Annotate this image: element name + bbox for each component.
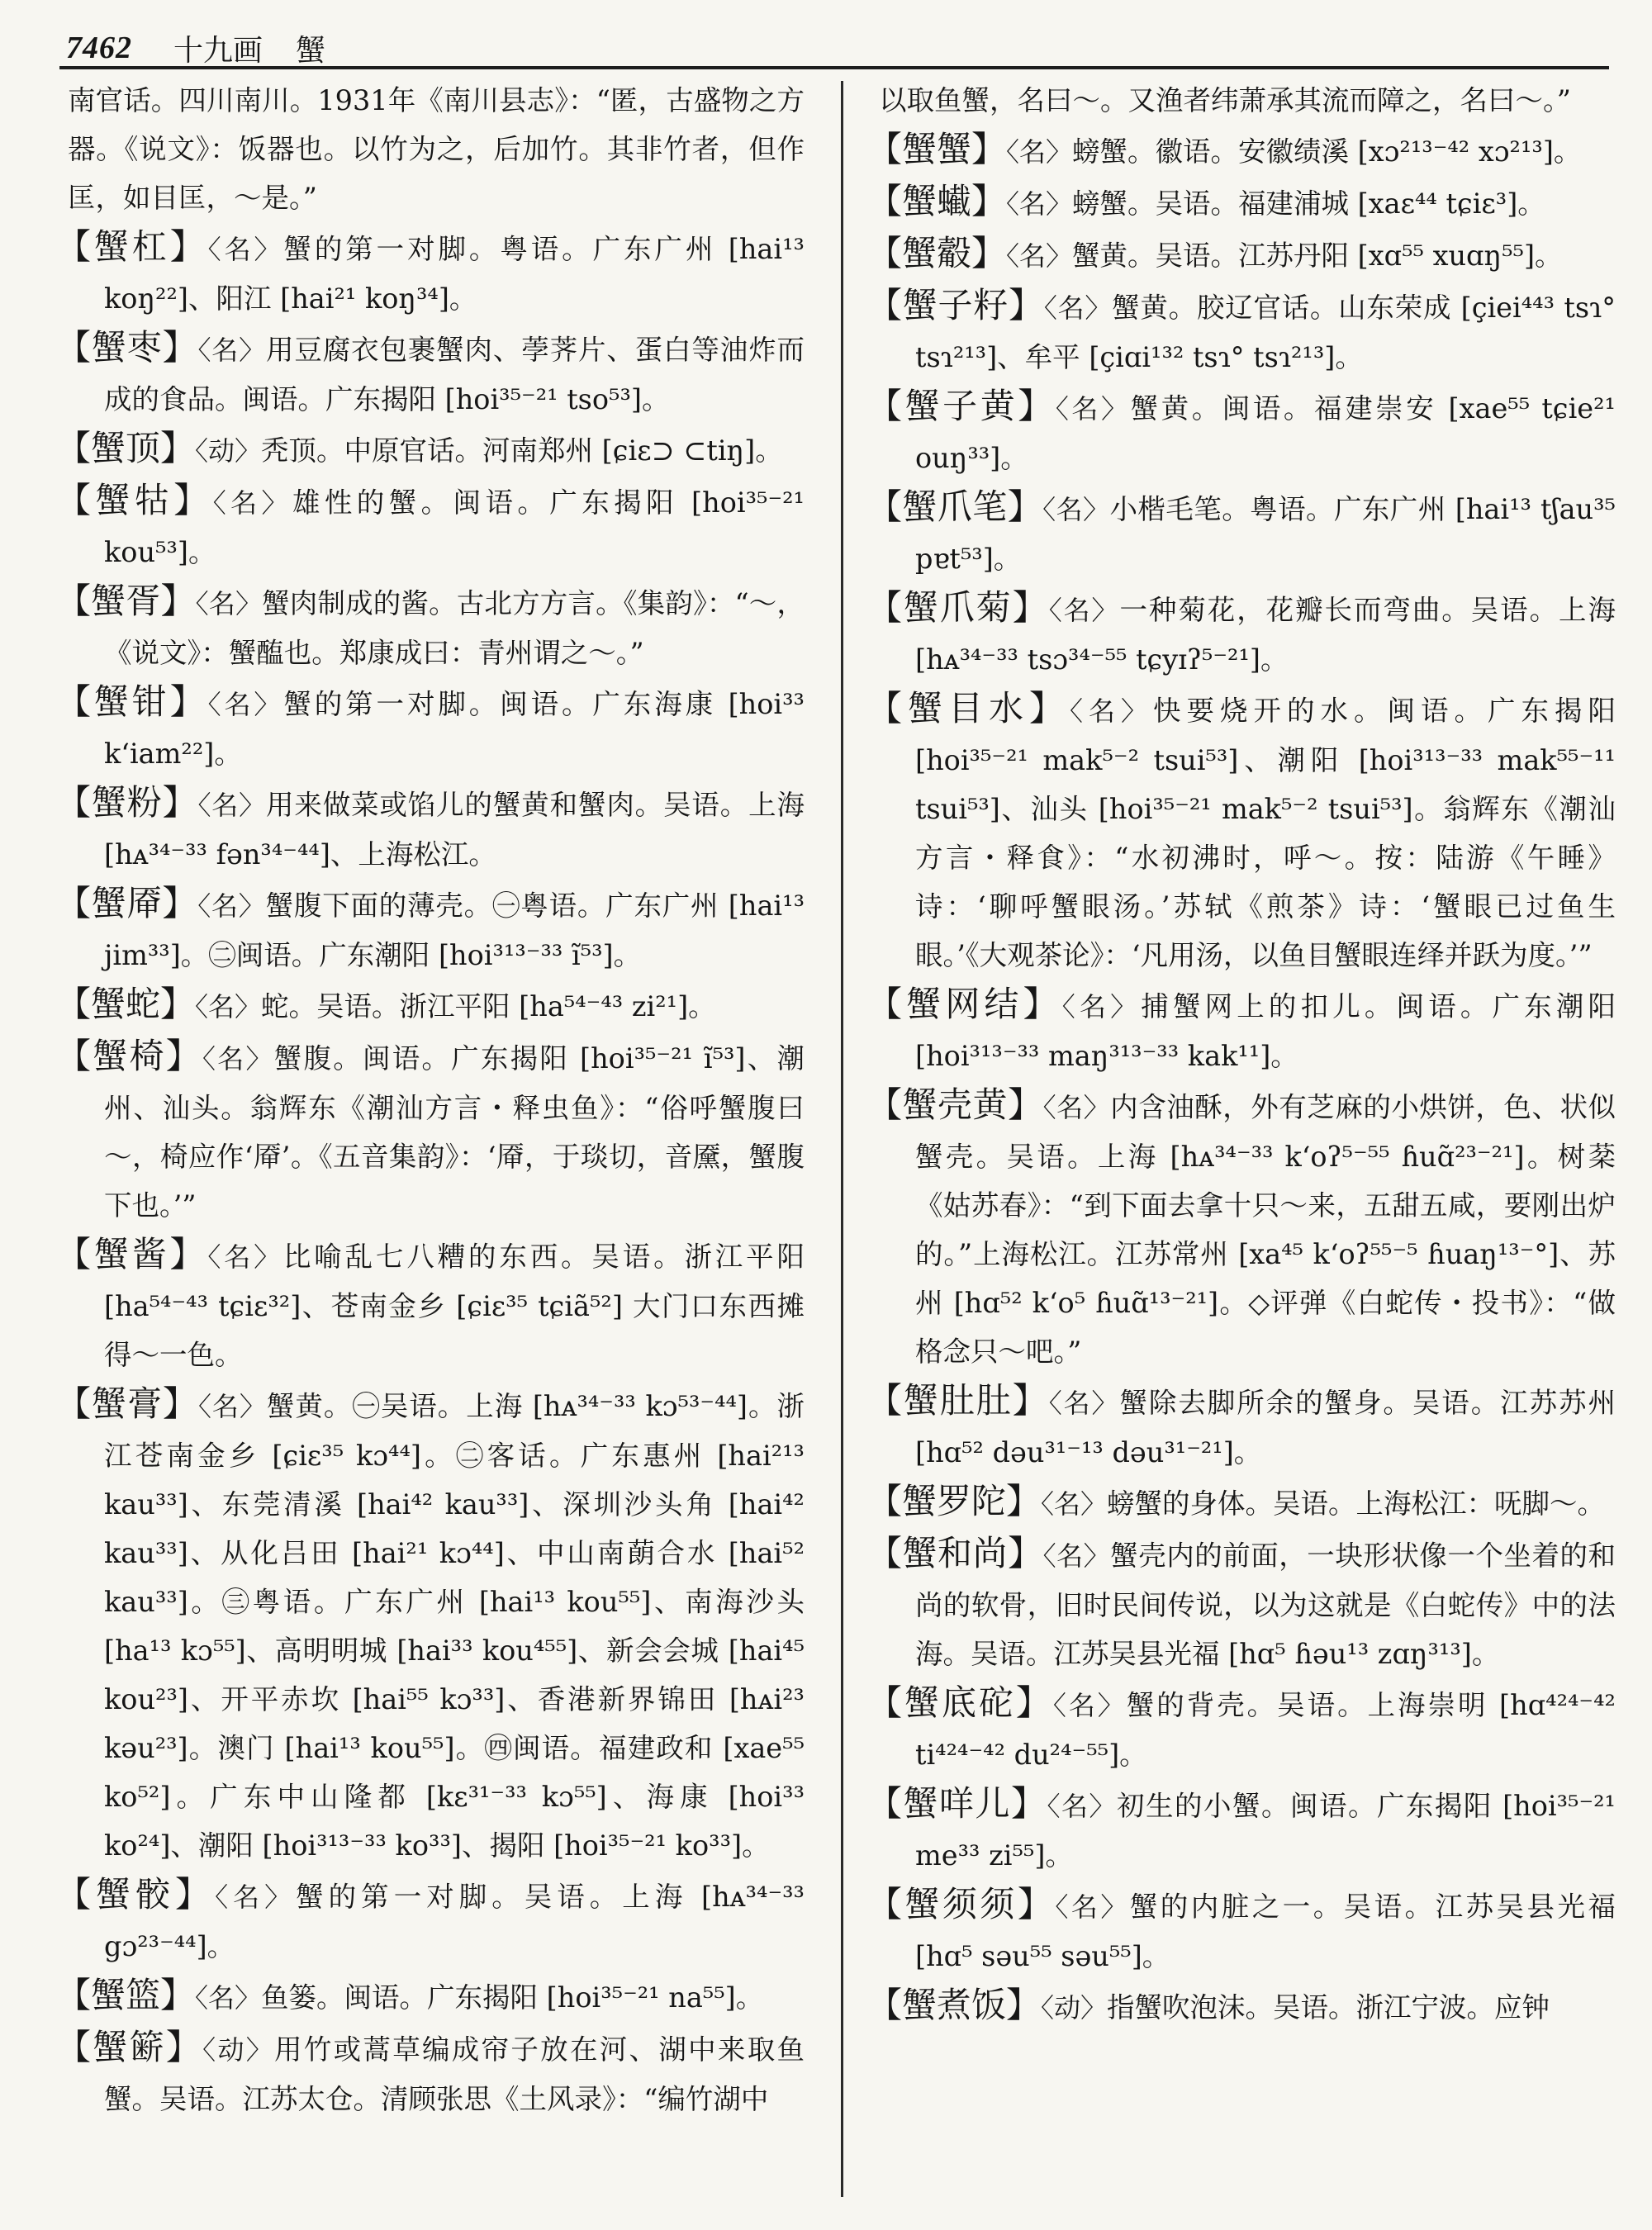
dictionary-entry: [867, 125, 1616, 177]
entry-definition: 内含油酥，外有芝麻的小烘饼，色、状似蟹壳。吴语。上海 [hᴀ³⁴⁻³³ k‘oʔ⁵⁻⁵⁵ ɦuɑ̃²³⁻²¹]。树棻《姑苏春》：“到下面去拿十只～来，五甜五咸，要刚出炉的。”上海松江。江苏常州 [xa⁴⁵ k‘oʔ⁵⁵⁻⁵ ɦuaŋ¹³⁻°]、苏州 [hɑ⁵² k‘o⁵ ɦuɑ̃¹³⁻²¹]。◇评弹《白蛇传・投书》：“做格念只～吧。”: [915, 1091, 1616, 1368]
head-character: 蟹: [296, 33, 326, 68]
entry-part-of-speech: 〈名〉: [1048, 595, 1120, 626]
entry-definition: 一种菊花，花瓣长而弯曲。吴语。上海 [hᴀ³⁴⁻³³ tsɔ³⁴⁻⁵⁵ tɕyɪʔ⁵⁻²¹]。: [915, 594, 1616, 676]
dictionary-entry: [867, 980, 1616, 1080]
entry-definition: 蟹的第一对脚。粤语。广东广州 [hai¹³ koŋ²²]、阳江 [hai²¹ koŋ³⁴]。: [104, 233, 805, 315]
dictionary-entry: [867, 281, 1616, 382]
entry-definition: 蟹肉制成的酱。古北方方言。《集韵》：“～，《说文》：蟹醢也。郑康成曰：青州谓之～。”: [104, 587, 805, 669]
dictionary-entry: [867, 1678, 1616, 1779]
entry-headword: 【蟹爪笔】: [867, 486, 1043, 527]
entry-definition: 蟹的第一对脚。吴语。上海 [hᴀ³⁴⁻³³ gɔ²³⁻⁴⁴]。: [104, 1881, 805, 1962]
entry-headword: 【蟹厣】: [56, 883, 198, 923]
entry-headword: 【蟹钳】: [56, 681, 208, 722]
entry-part-of-speech: 〈名〉: [1055, 1891, 1130, 1923]
entry-definition: 蟹黄。闽语。福建崇安 [xae⁵⁵ tɕie²¹ ouŋ³³]。: [915, 392, 1616, 474]
dictionary-entry: [56, 1230, 805, 1379]
entry-part-of-speech: 〈名〉: [207, 1241, 283, 1273]
dictionary-entry: [56, 1032, 805, 1230]
entry-part-of-speech: 〈名〉: [197, 890, 266, 922]
dictionary-entry: [56, 778, 805, 879]
entry-definition: 初生的小蟹。闽语。广东揭阳 [hoi³⁵⁻²¹ me³³ zi⁵⁵]。: [915, 1790, 1616, 1872]
entry-part-of-speech: 〈名〉: [195, 1982, 262, 2014]
entry-headword: 【蟹须须】: [867, 1884, 1056, 1924]
dictionary-entry: [867, 229, 1616, 281]
entry-part-of-speech: 〈名〉: [215, 1881, 297, 1913]
entry-headword: 【蟹椅】: [56, 1036, 202, 1076]
entry-part-of-speech: 〈名〉: [212, 487, 292, 519]
dictionary-entry: [867, 1080, 1616, 1376]
dictionary-entry: [56, 476, 805, 576]
dictionary-entry: [867, 583, 1616, 684]
entry-headword: 【蟹爪菊】: [867, 587, 1049, 628]
entry-part-of-speech: 〈名〉: [1055, 393, 1131, 425]
entry-headword: 【蟹子籽】: [867, 285, 1044, 325]
entry-headword: 【蟹觳】: [867, 233, 1007, 273]
entry-headword: 【蟹壳黄】: [867, 1084, 1043, 1125]
entry-part-of-speech: 〈名〉: [195, 588, 263, 619]
dictionary-entry: [56, 424, 805, 476]
entry-definition: 蟹除去脚所余的蟹身。吴语。江苏苏州 [hɑ⁵² dəu³¹⁻¹³ dəu³¹⁻²¹]。: [915, 1387, 1616, 1468]
dictionary-entry: [56, 2023, 805, 2123]
entry-part-of-speech: 〈名〉: [197, 790, 267, 821]
dictionary-entry: [867, 1376, 1616, 1477]
entry-part-of-speech: 〈名〉: [1042, 494, 1110, 525]
entry-headword: 【蟹顶】: [56, 428, 196, 468]
entry-headword: 【蟹蟹】: [867, 129, 1007, 169]
dictionary-entry: [867, 1529, 1616, 1678]
entry-headword: 【蟹酱】: [56, 1234, 208, 1274]
entry-definition: 指蟹吹泡沫。吴语。浙江宁波。应钟: [1107, 1991, 1550, 2024]
entry-part-of-speech: 〈名〉: [1052, 1690, 1127, 1721]
entry-definition: 螃蟹的身体。吴语。上海松江：呒脚～。: [1107, 1487, 1606, 1520]
entry-headword: 【蟹煮饭】: [867, 1985, 1042, 2025]
entry-headword: 【蟹底砣】: [867, 1682, 1053, 1723]
entry-part-of-speech: 〈名〉: [1006, 136, 1073, 168]
entry-headword: 【蟹篮】: [56, 1975, 196, 2015]
entry-definition: 捕蟹网上的扣儿。闽语。广东潮阳 [hoi³¹³⁻³³ maŋ³¹³⁻³³ kak¹¹]。: [915, 990, 1616, 1072]
dictionary-entry: [56, 980, 805, 1032]
dictionary-entry: [56, 323, 805, 424]
entry-headword: 【蟹肚肚】: [867, 1380, 1049, 1421]
entry-headword: 【蟹子黄】: [867, 386, 1056, 426]
entry-part-of-speech: 〈动〉: [202, 2034, 275, 2066]
dictionary-entry: [867, 684, 1616, 980]
entry-definition: 比喻乱七八糟的东西。吴语。浙江平阳 [ha⁵⁴⁻⁴³ tɕiɛ³²]、苍南金乡 [ɕiɛ³⁵ tɕiã⁵²] 大门口东西摊得～一色。: [104, 1241, 805, 1371]
entry-definition: 蟹的背壳。吴语。上海崇明 [hɑ⁴²⁴⁻⁴² ti⁴²⁴⁻⁴² du²⁴⁻⁵⁵]。: [915, 1689, 1616, 1771]
entry-headword: 【蟹牯】: [56, 480, 213, 520]
entry-definition: 蟹黄。胶辽官话。山东荣成 [çiei⁴⁴³ tsɿ° tsɿ²¹³]、牟平 [çiɑi¹³² tsɿ° tsɿ²¹³]。: [915, 292, 1616, 373]
dictionary-entry: [56, 222, 805, 323]
entry-continuation: 以取鱼蟹，名曰～。又渔者纬萧承其流而障之，名曰～。”: [879, 84, 1571, 116]
dictionary-entry: [867, 1477, 1616, 1529]
entry-part-of-speech: 〈动〉: [1041, 1992, 1108, 2024]
entry-headword: 【蟹蠘】: [867, 181, 1007, 221]
entry-definition: 鱼篓。闽语。广东揭阳 [hoi³⁵⁻²¹ na⁵⁵]。: [261, 1981, 764, 2014]
entry-headword: 【蟹粉】: [56, 782, 198, 823]
entry-part-of-speech: 〈名〉: [1070, 695, 1153, 727]
entry-definition: 雄性的蟹。闽语。广东揭阳 [hoi³⁵⁻²¹ kou⁵³]。: [104, 486, 805, 568]
entry-part-of-speech: 〈名〉: [207, 234, 284, 265]
entry-headword: 【蟹网结】: [867, 984, 1062, 1024]
entry-definition: 蟹的第一对脚。闽语。广东海康 [hoi³³ k‘iam²²]。: [104, 688, 805, 770]
entry-part-of-speech: 〈名〉: [1041, 1488, 1108, 1520]
entry-definition: 螃蟹。吴语。福建浦城 [xaɛ⁴⁴ tɕiɛ³]。: [1072, 187, 1545, 220]
entry-part-of-speech: 〈名〉: [1042, 1540, 1111, 1572]
entry-part-of-speech: 〈名〉: [1042, 1092, 1111, 1123]
entry-part-of-speech: 〈名〉: [1047, 1791, 1117, 1822]
entry-definition: 蟹黄。㊀吴语。上海 [hᴀ³⁴⁻³³ kɔ⁵³⁻⁴⁴]。浙江苍南金乡 [ɕiɛ³⁵ kɔ⁴⁴]。㊁客话。广东惠州 [hai²¹³ kau³³]、东莞清溪 [hai⁴² kau³³]、深圳沙头角 [hai⁴² kau³³]、从化吕田 [hai²¹ kɔ⁴⁴]、中山南蓢合水 [hai⁵² kau³³]。㊂粤语。广东广州 [hai¹³ kou⁵⁵]、南海沙头 [ha¹³ kɔ⁵⁵]、高明明城 [hai³³ kou⁴⁵⁵]、新会会城 [hai⁴⁵ kou²³]、开平赤坎 [hai⁵⁵ kɔ³³]、香港新界锦田 [hᴀi²³ kəu²³]。澳门 [hai¹³ kou⁵⁵]。㊃闽语。福建政和 [xae⁵⁵ ko⁵²]。广东中山隆都 [kɛ³¹⁻³³ kɔ⁵⁵]、海康 [hoi³³ ko²⁴]、潮阳 [hoi³¹³⁻³³ ko³³]、揭阳 [hoi³⁵⁻²¹ ko³³]。: [104, 1390, 805, 1862]
page-header: [66, 23, 1602, 73]
dictionary-entry: [867, 482, 1616, 583]
entry-definition: 用竹或蒿草编成帘子放在河、湖中来取鱼蟹。吴语。江苏太仓。清顾张思《土风录》：“编竹湖中: [104, 2033, 805, 2115]
entry-definition: 蟹腹下面的薄壳。㊀粤语。广东广州 [hai¹³ jim³³]。㊁闽语。广东潮阳 [hoi³¹³⁻³³ ĩ⁵³]。: [104, 890, 805, 971]
entry-headword: 【蟹目水】: [867, 688, 1070, 728]
entry-definition: 快要烧开的水。闽语。广东揭阳 [hoi³⁵⁻²¹ mak⁵⁻² tsui⁵³]、潮阳 [hoi³¹³⁻³³ mak⁵⁵⁻¹¹ tsui⁵³]、汕头 [hoi³⁵⁻²¹ mak⁵⁻² tsui⁵³]。翁辉东《潮汕方言・释食》：“水初沸时，呼～。按：陆游《午睡》诗：‘聊呼蟹眼汤。’苏轼《煎茶》诗：‘蟹眼已过鱼生眼。’《大观茶论》：‘凡用汤，以鱼目蟹眼连绎并跃为度。’”: [915, 695, 1616, 971]
dictionary-entry: [867, 1880, 1616, 1981]
entry-definition: 秃顶。中原官话。河南郑州 [ɕiɛ⊃ ⊂tiŋ]。: [261, 434, 783, 467]
entry-headword: 【蟹和尚】: [867, 1533, 1043, 1573]
entry-part-of-speech: 〈名〉: [1048, 1388, 1120, 1419]
right-column: [867, 76, 1616, 2215]
entry-definition: 用豆腐衣包裹蟹肉、荸荠片、蛋白等油炸而成的食品。闽语。广东揭阳 [hoi³⁵⁻²¹ tso⁵³]。: [104, 334, 805, 415]
entry-part-of-speech: 〈名〉: [195, 991, 262, 1022]
dictionary-entry: [56, 576, 805, 677]
entry-definition: 用来做菜或馅儿的蟹黄和蟹肉。吴语。上海 [hᴀ³⁴⁻³³ fən³⁴⁻⁴⁴]、上海松江。: [104, 789, 805, 871]
dictionary-entry: [56, 677, 805, 778]
entry-part-of-speech: 〈名〉: [202, 1043, 274, 1075]
entry-definition: 蟹腹。闽语。广东揭阳 [hoi³⁵⁻²¹ ĩ⁵³]、潮州、汕头。翁辉东《潮汕方言・释虫鱼》：“俗呼蟹腹曰～，椅应作‘厣’。《五音集韵》：‘厣，于琰切，音黡，蟹腹下也。’”: [104, 1042, 805, 1222]
entry-headword: 【蟹罗陀】: [867, 1481, 1042, 1521]
entry-headword: 【蟹胥】: [56, 581, 196, 621]
entry-definition: 蛇。吴语。浙江平阳 [ha⁵⁴⁻⁴³ zi²¹]。: [261, 990, 716, 1022]
entry-definition: 小楷毛笔。粤语。广东广州 [hai¹³ tʃau³⁵ pɐt⁵³]。: [915, 493, 1616, 575]
dictionary-entry: [867, 1981, 1616, 2033]
entry-headword: 【蟹骹】: [56, 1874, 216, 1914]
entry-part-of-speech: 〈名〉: [197, 1391, 267, 1422]
entry-continuation: 南官话。四川南川。1931年《南川县志》：“匿，古盛物之方器。《说文》：饭器也。以竹为之，后加竹。其非竹者，但作匡，如目匡，～是。”: [68, 84, 805, 214]
dictionary-entry: [56, 879, 805, 980]
dictionary-entry: [867, 1779, 1616, 1880]
left-column: [56, 76, 805, 2215]
dictionary-entry: [56, 1379, 805, 1870]
entry-definition: 蟹的内脏之一。吴语。江苏吴县光福 [hɑ⁵ səu⁵⁵ səu⁵⁵]。: [915, 1891, 1616, 1972]
section-title: 十九画: [173, 33, 263, 68]
entry-part-of-speech: 〈名〉: [207, 689, 284, 720]
entry-headword: 【蟹杠】: [56, 226, 208, 267]
entry-headword: 【蟹蛇】: [56, 984, 196, 1024]
entry-part-of-speech: 〈动〉: [195, 435, 262, 467]
entry-part-of-speech: 〈名〉: [197, 334, 267, 366]
dictionary-entry: [867, 177, 1616, 229]
entry-definition: 蟹黄。吴语。江苏丹阳 [xɑ⁵⁵ xuɑŋ⁵⁵]。: [1072, 240, 1563, 272]
page-number: 7462: [66, 31, 132, 65]
dictionary-entry: [56, 1870, 805, 1971]
entry-headword: 【蟹咩儿】: [867, 1783, 1047, 1824]
entry-part-of-speech: 〈名〉: [1043, 292, 1113, 324]
dictionary-entry: [867, 382, 1616, 482]
entry-definition: 螃蟹。徽语。安徽绩溪 [xɔ²¹³⁻⁴² xɔ²¹³]。: [1072, 135, 1582, 168]
dictionary-entry: [56, 1971, 805, 2023]
column-divider: [841, 81, 843, 2197]
entry-part-of-speech: 〈名〉: [1006, 240, 1073, 272]
entry-headword: 【蟹膏】: [56, 1383, 198, 1424]
entry-headword: 【蟹簖】: [56, 2027, 203, 2067]
entry-part-of-speech: 〈名〉: [1006, 188, 1073, 220]
entry-headword: 【蟹枣】: [56, 327, 198, 368]
header-rule: [59, 66, 1609, 69]
entry-definition: 蟹壳内的前面，一块形状像一个坐着的和尚的软骨，旧时民间传说，以为这就是《白蛇传》中的法海。吴语。江苏吴县光福 [hɑ⁵ ɦəu¹³ zɑŋ³¹³]。: [915, 1540, 1616, 1670]
entry-part-of-speech: 〈名〉: [1061, 991, 1142, 1022]
